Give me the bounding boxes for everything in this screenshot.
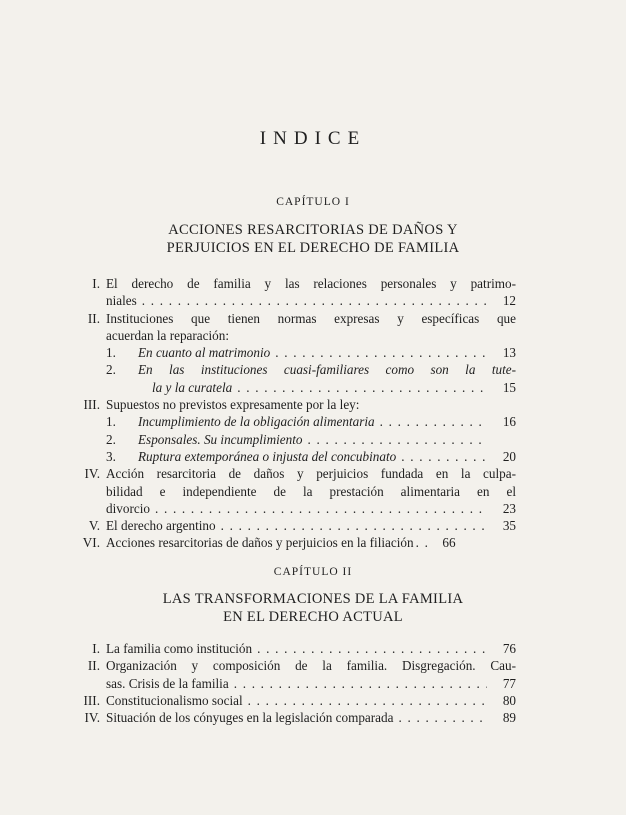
- entry-number: III.: [83, 397, 100, 413]
- leader-dots: [398, 709, 487, 726]
- subentry-text: Ruptura extemporánea o injusta del concubinato: [138, 448, 397, 464]
- toc-entry: [84, 640, 516, 657]
- toc-entry: [84, 465, 516, 517]
- chapter-2-contents: [84, 640, 516, 726]
- entry-text: Acciones resarcitorias de daños y perjuicios en la filiación: [106, 535, 414, 551]
- entry-text: niales: [106, 293, 137, 309]
- entry-page: 12: [502, 293, 516, 309]
- chapter-2-title-line-2: EN EL DERECHO ACTUAL: [223, 609, 403, 625]
- subentry-page: 16: [502, 414, 516, 430]
- entry-number: V.: [88, 518, 100, 534]
- entry-page: 23: [502, 500, 516, 516]
- entry-text: Instituciones que tienen normas expresas y específicas que: [106, 310, 516, 326]
- chapter-1-label: CAPÍTULO I: [276, 196, 350, 208]
- toc-entry: [84, 310, 516, 396]
- subentry-number: 1.: [106, 345, 116, 361]
- leader-dots: [221, 517, 487, 534]
- leader-dots: [401, 448, 487, 465]
- chapter-1-title: [0, 221, 626, 257]
- subentry-page: 20: [502, 448, 516, 464]
- subentry-number: 1.: [106, 414, 116, 430]
- chapter-1-title-line-1: ACCIONES RESARCITORIAS DE DAÑOS Y: [168, 222, 458, 238]
- leader-dots: [380, 413, 487, 430]
- subentry-text: Esponsales. Su incumplimiento: [138, 431, 303, 447]
- entry-number: VI.: [82, 535, 100, 551]
- leader-dots: [416, 534, 430, 551]
- subentry-page: 15: [502, 379, 516, 395]
- leader-dots: [237, 379, 487, 396]
- entry-text: Acción resarcitoria de daños y perjuicios fundada en la culpa-: [106, 466, 516, 482]
- chapter-1-contents: [84, 275, 516, 552]
- entry-text: acuerdan la reparación:: [106, 327, 230, 343]
- subentry-number: 2.: [106, 431, 116, 447]
- chapter-1-title-line-2: PERJUICIOS EN EL DERECHO DE FAMILIA: [166, 240, 460, 256]
- chapter-2-title-line-1: LAS TRANSFORMACIONES DE LA FAMILIA: [162, 591, 464, 607]
- entry-text: Supuestos no previstos expresamente por la ley:: [106, 397, 360, 413]
- entry-page: 76: [502, 641, 516, 656]
- entry-text: La familia como institución: [106, 641, 253, 656]
- entry-text: Organización y composición de la familia. Disgregación. Cau-: [106, 658, 516, 674]
- toc-entry: [84, 709, 516, 726]
- entry-text: bilidad e independiente de la prestación alimentaria en el: [106, 483, 516, 499]
- entry-number: III.: [83, 692, 100, 708]
- toc-subentry: [106, 448, 516, 465]
- leader-dots: [248, 692, 487, 709]
- leader-dots: [307, 431, 487, 448]
- entry-number: IV.: [84, 466, 100, 482]
- leader-dots: [275, 344, 487, 361]
- entry-number: I.: [92, 276, 100, 291]
- entry-number: II.: [87, 310, 100, 326]
- toc-entry: [84, 692, 516, 709]
- entry-text: El derecho argentino: [106, 518, 216, 534]
- entry-page: 35: [502, 518, 516, 534]
- entry-text: Constitucionalismo social: [106, 692, 243, 708]
- toc-subentry: [106, 344, 516, 361]
- entry-page: 89: [502, 710, 516, 726]
- subentry-text: En cuanto al matrimonio: [138, 345, 271, 361]
- toc-subentry: [106, 413, 516, 430]
- subentry-text: Incumplimiento de la obligación alimentaria: [138, 414, 375, 430]
- leader-dots: [257, 640, 487, 657]
- entry-number: II.: [87, 658, 100, 674]
- toc-entry: [84, 396, 516, 465]
- chapter-2-title: [0, 590, 626, 626]
- index-title: INDICE: [259, 128, 367, 149]
- entry-text: Situación de los cónyuges en la legislación comparada: [106, 710, 394, 726]
- subentry-number: 3.: [106, 448, 116, 464]
- leader-dots: [142, 292, 487, 309]
- subentry-text: En las instituciones cuasi-familiares como son la tute-: [138, 362, 516, 378]
- chapter-2-label: CAPÍTULO II: [273, 566, 353, 578]
- toc-entry: [84, 534, 516, 551]
- entry-number: IV.: [84, 710, 100, 726]
- leader-dots: [155, 500, 487, 517]
- entry-page: 77: [502, 675, 516, 691]
- subentry-number: 2.: [106, 362, 116, 378]
- toc-entry: [84, 275, 516, 310]
- entry-text: sas. Crisis de la familia: [106, 675, 229, 691]
- toc-subentry: [106, 361, 516, 396]
- entry-number: I.: [92, 641, 100, 656]
- entry-page: 66: [442, 535, 456, 551]
- subentry-page: 13: [502, 345, 516, 361]
- entry-text: divorcio: [106, 500, 150, 516]
- toc-subentry: [106, 431, 516, 448]
- leader-dots: [234, 675, 487, 692]
- toc-entry: [84, 657, 516, 692]
- entry-text: El derecho de familia y las relaciones personales y patrimo-: [106, 276, 516, 291]
- entry-page: 80: [502, 692, 516, 708]
- toc-entry: [84, 517, 516, 534]
- subentry-text: la y la curatela: [152, 379, 233, 395]
